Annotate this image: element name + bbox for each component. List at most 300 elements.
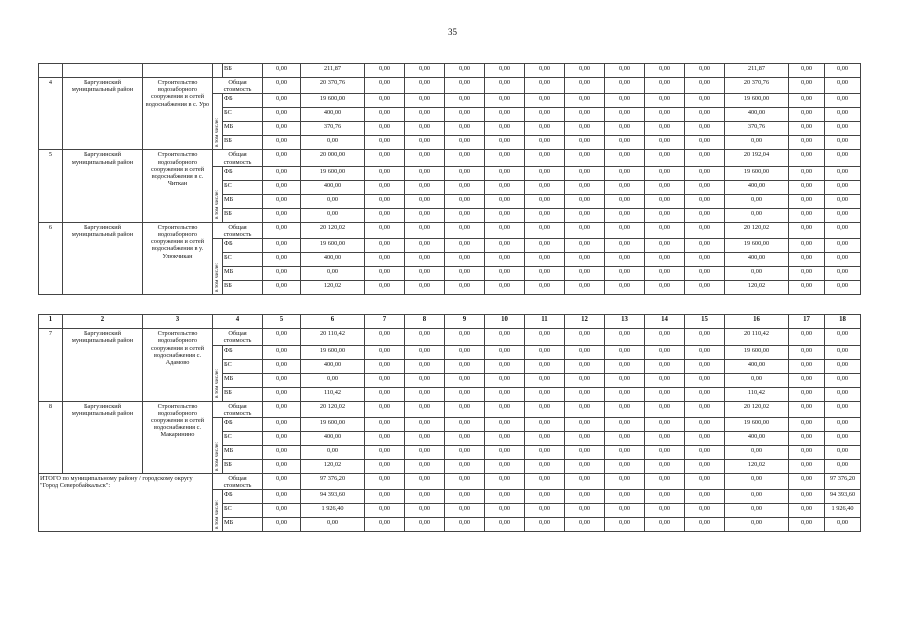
value-cell: 0,00 bbox=[825, 329, 861, 345]
value-cell: 0,00 bbox=[685, 418, 725, 432]
value-cell: 0,00 bbox=[405, 474, 445, 490]
column-number: 4 bbox=[213, 315, 263, 329]
value-cell: 0,00 bbox=[825, 281, 861, 295]
funding-source: БС bbox=[223, 504, 263, 518]
page-number: 35 bbox=[448, 27, 457, 37]
value-cell: 0,00 bbox=[525, 253, 565, 267]
value-cell: 0,00 bbox=[565, 64, 605, 78]
value-cell: 0,00 bbox=[263, 194, 301, 208]
value-cell: 0,00 bbox=[525, 432, 565, 446]
value-cell: 0,00 bbox=[825, 373, 861, 387]
value-cell: 0,00 bbox=[263, 446, 301, 460]
value-cell: 400,00 bbox=[301, 432, 365, 446]
value-cell: 0,00 bbox=[725, 446, 789, 460]
value-cell: 0,00 bbox=[825, 460, 861, 474]
value-cell: 0,00 bbox=[485, 239, 525, 253]
row-number: 7 bbox=[39, 329, 63, 401]
column-number: 18 bbox=[825, 315, 861, 329]
column-number: 3 bbox=[143, 315, 213, 329]
value-cell: 0,00 bbox=[525, 418, 565, 432]
value-cell: 19 600,00 bbox=[725, 345, 789, 359]
value-cell: 0,00 bbox=[525, 222, 565, 238]
value-cell: 0,00 bbox=[445, 518, 485, 532]
in-that-number-label bbox=[213, 418, 223, 474]
value-cell: 0,00 bbox=[263, 281, 301, 295]
value-cell: 0,00 bbox=[725, 136, 789, 150]
funding-source: ВБ bbox=[223, 136, 263, 150]
value-cell: 0,00 bbox=[365, 518, 405, 532]
value-cell: 0,00 bbox=[789, 122, 825, 136]
table-row bbox=[39, 78, 861, 94]
value-cell: 0,00 bbox=[405, 108, 445, 122]
value-cell: 0,00 bbox=[263, 253, 301, 267]
value-cell: 0,00 bbox=[263, 267, 301, 281]
value-cell: 0,00 bbox=[645, 474, 685, 490]
value-cell: 0,00 bbox=[825, 180, 861, 194]
value-cell: 20 120,02 bbox=[301, 222, 365, 238]
value-cell: 0,00 bbox=[825, 208, 861, 222]
value-cell: 0,00 bbox=[825, 78, 861, 94]
value-cell: 0,00 bbox=[789, 253, 825, 267]
value-cell: 0,00 bbox=[445, 504, 485, 518]
value-cell: 0,00 bbox=[445, 418, 485, 432]
value-cell: 0,00 bbox=[525, 267, 565, 281]
funding-source: ВБ bbox=[223, 64, 263, 78]
value-cell: 0,00 bbox=[645, 267, 685, 281]
value-cell: 0,00 bbox=[685, 180, 725, 194]
value-cell: 0,00 bbox=[405, 460, 445, 474]
value-cell: 0,00 bbox=[485, 446, 525, 460]
value-cell: 400,00 bbox=[725, 253, 789, 267]
value-cell: 0,00 bbox=[725, 373, 789, 387]
value-cell: 0,00 bbox=[485, 432, 525, 446]
value-cell: 0,00 bbox=[525, 474, 565, 490]
value-cell: 0,00 bbox=[825, 122, 861, 136]
value-cell: 0,00 bbox=[789, 208, 825, 222]
value-cell: 0,00 bbox=[605, 122, 645, 136]
table-row bbox=[39, 64, 861, 78]
value-cell: 0,00 bbox=[605, 387, 645, 401]
value-cell: 0,00 bbox=[685, 432, 725, 446]
value-cell: 0,00 bbox=[525, 281, 565, 295]
value-cell: 0,00 bbox=[565, 194, 605, 208]
table-row bbox=[39, 329, 861, 345]
value-cell: 0,00 bbox=[685, 518, 725, 532]
value-cell: 0,00 bbox=[365, 460, 405, 474]
value-cell: 19 600,00 bbox=[301, 418, 365, 432]
value-cell: 0,00 bbox=[405, 222, 445, 238]
value-cell: 110,42 bbox=[725, 387, 789, 401]
value-cell: 0,00 bbox=[789, 432, 825, 446]
value-cell: 120,02 bbox=[725, 281, 789, 295]
value-cell: 0,00 bbox=[565, 359, 605, 373]
value-cell: 0,00 bbox=[365, 222, 405, 238]
value-cell: 0,00 bbox=[685, 136, 725, 150]
value-cell: 0,00 bbox=[445, 94, 485, 108]
value-cell: 0,00 bbox=[645, 208, 685, 222]
value-cell: 0,00 bbox=[263, 345, 301, 359]
value-cell: 0,00 bbox=[645, 490, 685, 504]
value-cell: 94 393,60 bbox=[825, 490, 861, 504]
value-cell: 0,00 bbox=[365, 64, 405, 78]
value-cell: 0,00 bbox=[645, 180, 685, 194]
value-cell: 0,00 bbox=[565, 432, 605, 446]
value-cell: 0,00 bbox=[301, 446, 365, 460]
value-cell: 0,00 bbox=[485, 281, 525, 295]
funding-source: БС bbox=[223, 359, 263, 373]
value-cell: 0,00 bbox=[825, 345, 861, 359]
value-cell: 0,00 bbox=[789, 180, 825, 194]
value-cell: 0,00 bbox=[365, 108, 405, 122]
value-cell: 0,00 bbox=[685, 401, 725, 417]
value-cell: 0,00 bbox=[789, 518, 825, 532]
column-number: 11 bbox=[525, 315, 565, 329]
value-cell: 0,00 bbox=[645, 64, 685, 78]
table-row bbox=[39, 150, 861, 166]
in-that-number-text: в том числе: bbox=[214, 262, 220, 293]
value-cell: 0,00 bbox=[365, 359, 405, 373]
value-cell: 0,00 bbox=[365, 180, 405, 194]
value-cell: 0,00 bbox=[685, 359, 725, 373]
value-cell: 0,00 bbox=[685, 222, 725, 238]
total-cost-label: Общая стоимость bbox=[213, 401, 263, 417]
value-cell: 19 600,00 bbox=[301, 94, 365, 108]
value-cell: 0,00 bbox=[645, 518, 685, 532]
funding-source: БС bbox=[223, 108, 263, 122]
municipal-area: Баргузинский муниципальный район bbox=[63, 78, 143, 150]
value-cell: 0,00 bbox=[645, 78, 685, 94]
value-cell: 0,00 bbox=[605, 94, 645, 108]
value-cell: 0,00 bbox=[263, 373, 301, 387]
table-row bbox=[39, 222, 861, 238]
value-cell: 0,00 bbox=[263, 387, 301, 401]
funding-source: МБ bbox=[223, 373, 263, 387]
in-that-number-text: в том числе: bbox=[214, 441, 220, 471]
value-cell: 0,00 bbox=[645, 504, 685, 518]
value-cell: 0,00 bbox=[525, 518, 565, 532]
value-cell: 0,00 bbox=[485, 136, 525, 150]
value-cell: 0,00 bbox=[365, 373, 405, 387]
value-cell: 0,00 bbox=[525, 64, 565, 78]
value-cell: 0,00 bbox=[445, 222, 485, 238]
value-cell: 19 600,00 bbox=[725, 239, 789, 253]
value-cell: 0,00 bbox=[825, 136, 861, 150]
value-cell: 0,00 bbox=[645, 253, 685, 267]
value-cell: 19 600,00 bbox=[725, 418, 789, 432]
funding-source: ФБ bbox=[223, 490, 263, 504]
value-cell: 0,00 bbox=[301, 208, 365, 222]
value-cell: 0,00 bbox=[485, 418, 525, 432]
value-cell: 0,00 bbox=[645, 345, 685, 359]
value-cell: 0,00 bbox=[685, 504, 725, 518]
object-name: Строительство водозаборного сооружения и сетей водоснабжения в с. Читкан bbox=[143, 150, 213, 222]
value-cell: 0,00 bbox=[685, 64, 725, 78]
value-cell: 0,00 bbox=[789, 373, 825, 387]
column-number: 2 bbox=[63, 315, 143, 329]
funding-source: МБ bbox=[223, 194, 263, 208]
in-that-number-text: в том числе: bbox=[214, 118, 220, 148]
value-cell: 0,00 bbox=[485, 94, 525, 108]
value-cell: 0,00 bbox=[605, 222, 645, 238]
value-cell: 0,00 bbox=[263, 166, 301, 180]
value-cell: 0,00 bbox=[789, 418, 825, 432]
value-cell: 0,00 bbox=[565, 122, 605, 136]
value-cell: 0,00 bbox=[645, 136, 685, 150]
value-cell: 0,00 bbox=[605, 281, 645, 295]
value-cell: 0,00 bbox=[405, 359, 445, 373]
value-cell: 1 926,40 bbox=[825, 504, 861, 518]
value-cell: 0,00 bbox=[485, 267, 525, 281]
value-cell: 0,00 bbox=[405, 329, 445, 345]
object-name: Строительство водозаборного сооружения и сетей водоснабжения с. Макаринино bbox=[143, 401, 213, 473]
value-cell: 0,00 bbox=[645, 122, 685, 136]
value-cell: 0,00 bbox=[365, 122, 405, 136]
value-cell: 0,00 bbox=[825, 267, 861, 281]
value-cell: 0,00 bbox=[405, 345, 445, 359]
value-cell: 0,00 bbox=[605, 504, 645, 518]
value-cell: 0,00 bbox=[565, 474, 605, 490]
value-cell: 0,00 bbox=[825, 446, 861, 460]
value-cell: 0,00 bbox=[365, 504, 405, 518]
value-cell: 20 370,76 bbox=[725, 78, 789, 94]
value-cell: 0,00 bbox=[525, 94, 565, 108]
value-cell: 0,00 bbox=[365, 150, 405, 166]
value-cell: 0,00 bbox=[825, 150, 861, 166]
value-cell: 120,02 bbox=[301, 460, 365, 474]
value-cell: 0,00 bbox=[685, 474, 725, 490]
funding-source: ФБ bbox=[223, 418, 263, 432]
value-cell: 0,00 bbox=[725, 518, 789, 532]
value-cell: 0,00 bbox=[605, 194, 645, 208]
value-cell: 0,00 bbox=[789, 490, 825, 504]
column-number: 9 bbox=[445, 315, 485, 329]
value-cell: 0,00 bbox=[365, 446, 405, 460]
value-cell: 0,00 bbox=[605, 180, 645, 194]
value-cell: 20 120,02 bbox=[301, 401, 365, 417]
row-number: 4 bbox=[39, 78, 63, 150]
value-cell: 120,02 bbox=[725, 460, 789, 474]
value-cell: 0,00 bbox=[825, 108, 861, 122]
column-number: 17 bbox=[789, 315, 825, 329]
value-cell: 20 110,42 bbox=[725, 329, 789, 345]
value-cell: 0,00 bbox=[485, 373, 525, 387]
summary-row bbox=[39, 474, 861, 490]
funding-source: ФБ bbox=[223, 166, 263, 180]
value-cell: 0,00 bbox=[789, 78, 825, 94]
value-cell: 0,00 bbox=[405, 239, 445, 253]
value-cell: 370,76 bbox=[725, 122, 789, 136]
value-cell: 0,00 bbox=[825, 359, 861, 373]
value-cell: 0,00 bbox=[605, 329, 645, 345]
value-cell: 0,00 bbox=[789, 222, 825, 238]
value-cell: 0,00 bbox=[789, 359, 825, 373]
value-cell: 0,00 bbox=[405, 373, 445, 387]
value-cell: 0,00 bbox=[645, 329, 685, 345]
value-cell: 0,00 bbox=[725, 504, 789, 518]
value-cell: 0,00 bbox=[365, 136, 405, 150]
value-cell: 400,00 bbox=[725, 108, 789, 122]
value-cell: 0,00 bbox=[645, 194, 685, 208]
value-cell: 0,00 bbox=[825, 239, 861, 253]
value-cell: 0,00 bbox=[685, 281, 725, 295]
value-cell: 0,00 bbox=[263, 490, 301, 504]
value-cell: 20 192,04 bbox=[725, 150, 789, 166]
value-cell: 0,00 bbox=[365, 418, 405, 432]
value-cell: 0,00 bbox=[485, 253, 525, 267]
value-cell: 0,00 bbox=[525, 194, 565, 208]
column-number: 13 bbox=[605, 315, 645, 329]
value-cell: 0,00 bbox=[485, 518, 525, 532]
value-cell: 0,00 bbox=[301, 373, 365, 387]
value-cell: 0,00 bbox=[445, 474, 485, 490]
value-cell: 0,00 bbox=[485, 180, 525, 194]
value-cell: 120,02 bbox=[301, 281, 365, 295]
value-cell: 0,00 bbox=[525, 122, 565, 136]
value-cell: 0,00 bbox=[789, 401, 825, 417]
value-cell: 0,00 bbox=[405, 78, 445, 94]
value-cell: 0,00 bbox=[405, 387, 445, 401]
value-cell: 0,00 bbox=[525, 239, 565, 253]
column-numbers-row bbox=[39, 315, 861, 329]
value-cell: 0,00 bbox=[263, 108, 301, 122]
value-cell: 0,00 bbox=[263, 504, 301, 518]
value-cell: 0,00 bbox=[263, 122, 301, 136]
value-cell: 0,00 bbox=[263, 150, 301, 166]
value-cell: 0,00 bbox=[789, 239, 825, 253]
value-cell: 0,00 bbox=[445, 239, 485, 253]
in-that-number-label bbox=[213, 345, 223, 401]
value-cell: 0,00 bbox=[485, 194, 525, 208]
value-cell: 0,00 bbox=[825, 401, 861, 417]
empty-cell bbox=[213, 64, 223, 78]
column-number: 14 bbox=[645, 315, 685, 329]
value-cell: 110,42 bbox=[301, 387, 365, 401]
value-cell: 0,00 bbox=[485, 166, 525, 180]
financing-table bbox=[38, 63, 861, 532]
value-cell: 0,00 bbox=[565, 108, 605, 122]
value-cell: 20 370,76 bbox=[301, 78, 365, 94]
value-cell: 0,00 bbox=[825, 387, 861, 401]
column-number: 7 bbox=[365, 315, 405, 329]
funding-source: БС bbox=[223, 253, 263, 267]
value-cell: 400,00 bbox=[301, 108, 365, 122]
value-cell: 0,00 bbox=[365, 474, 405, 490]
value-cell: 0,00 bbox=[685, 329, 725, 345]
value-cell: 0,00 bbox=[485, 387, 525, 401]
funding-source: БС bbox=[223, 180, 263, 194]
municipal-area: Баргузинский муниципальный район bbox=[63, 401, 143, 473]
value-cell: 0,00 bbox=[405, 136, 445, 150]
value-cell: 0,00 bbox=[445, 136, 485, 150]
value-cell: 0,00 bbox=[685, 94, 725, 108]
value-cell: 0,00 bbox=[565, 373, 605, 387]
value-cell: 0,00 bbox=[365, 432, 405, 446]
value-cell: 19 600,00 bbox=[725, 94, 789, 108]
value-cell: 0,00 bbox=[565, 180, 605, 194]
value-cell: 0,00 bbox=[605, 253, 645, 267]
table-row bbox=[39, 401, 861, 417]
value-cell: 0,00 bbox=[485, 504, 525, 518]
funding-source: ВБ bbox=[223, 208, 263, 222]
value-cell: 0,00 bbox=[525, 136, 565, 150]
in-that-number-label bbox=[213, 490, 223, 532]
value-cell: 0,00 bbox=[263, 474, 301, 490]
value-cell: 0,00 bbox=[565, 136, 605, 150]
value-cell: 0,00 bbox=[445, 253, 485, 267]
value-cell: 0,00 bbox=[565, 518, 605, 532]
municipal-area: Баргузинский муниципальный район bbox=[63, 222, 143, 294]
value-cell: 0,00 bbox=[685, 108, 725, 122]
value-cell: 0,00 bbox=[725, 194, 789, 208]
value-cell: 0,00 bbox=[365, 267, 405, 281]
value-cell: 0,00 bbox=[405, 253, 445, 267]
value-cell: 0,00 bbox=[605, 166, 645, 180]
value-cell: 0,00 bbox=[565, 150, 605, 166]
value-cell: 0,00 bbox=[645, 359, 685, 373]
in-that-number-label bbox=[213, 239, 223, 295]
value-cell: 0,00 bbox=[405, 267, 445, 281]
summary-label: ИТОГО по муниципальному району / городскому округу "Город Северобайкальск": bbox=[39, 474, 213, 532]
value-cell: 0,00 bbox=[485, 490, 525, 504]
value-cell: 0,00 bbox=[685, 387, 725, 401]
value-cell: 0,00 bbox=[685, 122, 725, 136]
value-cell: 0,00 bbox=[789, 108, 825, 122]
funding-source: МБ bbox=[223, 122, 263, 136]
value-cell: 0,00 bbox=[525, 401, 565, 417]
value-cell: 0,00 bbox=[645, 446, 685, 460]
total-cost-label: Общая стоимость bbox=[213, 150, 263, 166]
funding-source: БС bbox=[223, 432, 263, 446]
value-cell: 0,00 bbox=[301, 518, 365, 532]
value-cell: 0,00 bbox=[485, 208, 525, 222]
value-cell: 0,00 bbox=[789, 136, 825, 150]
value-cell: 0,00 bbox=[685, 208, 725, 222]
value-cell: 0,00 bbox=[525, 78, 565, 94]
value-cell: 0,00 bbox=[365, 281, 405, 295]
value-cell: 0,00 bbox=[485, 78, 525, 94]
value-cell: 0,00 bbox=[565, 78, 605, 94]
value-cell: 0,00 bbox=[405, 150, 445, 166]
value-cell: 0,00 bbox=[685, 78, 725, 94]
value-cell: 0,00 bbox=[605, 150, 645, 166]
value-cell: 0,00 bbox=[685, 490, 725, 504]
value-cell: 400,00 bbox=[301, 253, 365, 267]
value-cell: 0,00 bbox=[445, 345, 485, 359]
value-cell: 19 600,00 bbox=[725, 166, 789, 180]
value-cell: 0,00 bbox=[565, 281, 605, 295]
value-cell: 0,00 bbox=[263, 518, 301, 532]
value-cell: 400,00 bbox=[301, 359, 365, 373]
funding-source: МБ bbox=[223, 518, 263, 532]
value-cell: 0,00 bbox=[301, 194, 365, 208]
value-cell: 0,00 bbox=[263, 136, 301, 150]
value-cell: 0,00 bbox=[445, 281, 485, 295]
value-cell: 0,00 bbox=[525, 150, 565, 166]
total-cost-label: Общая стоимость bbox=[213, 329, 263, 345]
value-cell: 0,00 bbox=[525, 166, 565, 180]
value-cell: 0,00 bbox=[645, 222, 685, 238]
column-number: 15 bbox=[685, 315, 725, 329]
value-cell: 0,00 bbox=[825, 194, 861, 208]
total-cost-label: Общая стоимость bbox=[213, 222, 263, 238]
value-cell: 0,00 bbox=[445, 150, 485, 166]
value-cell: 0,00 bbox=[645, 281, 685, 295]
value-cell: 0,00 bbox=[605, 446, 645, 460]
value-cell: 0,00 bbox=[645, 239, 685, 253]
value-cell: 0,00 bbox=[645, 401, 685, 417]
value-cell: 0,00 bbox=[525, 387, 565, 401]
row-number: 6 bbox=[39, 222, 63, 294]
